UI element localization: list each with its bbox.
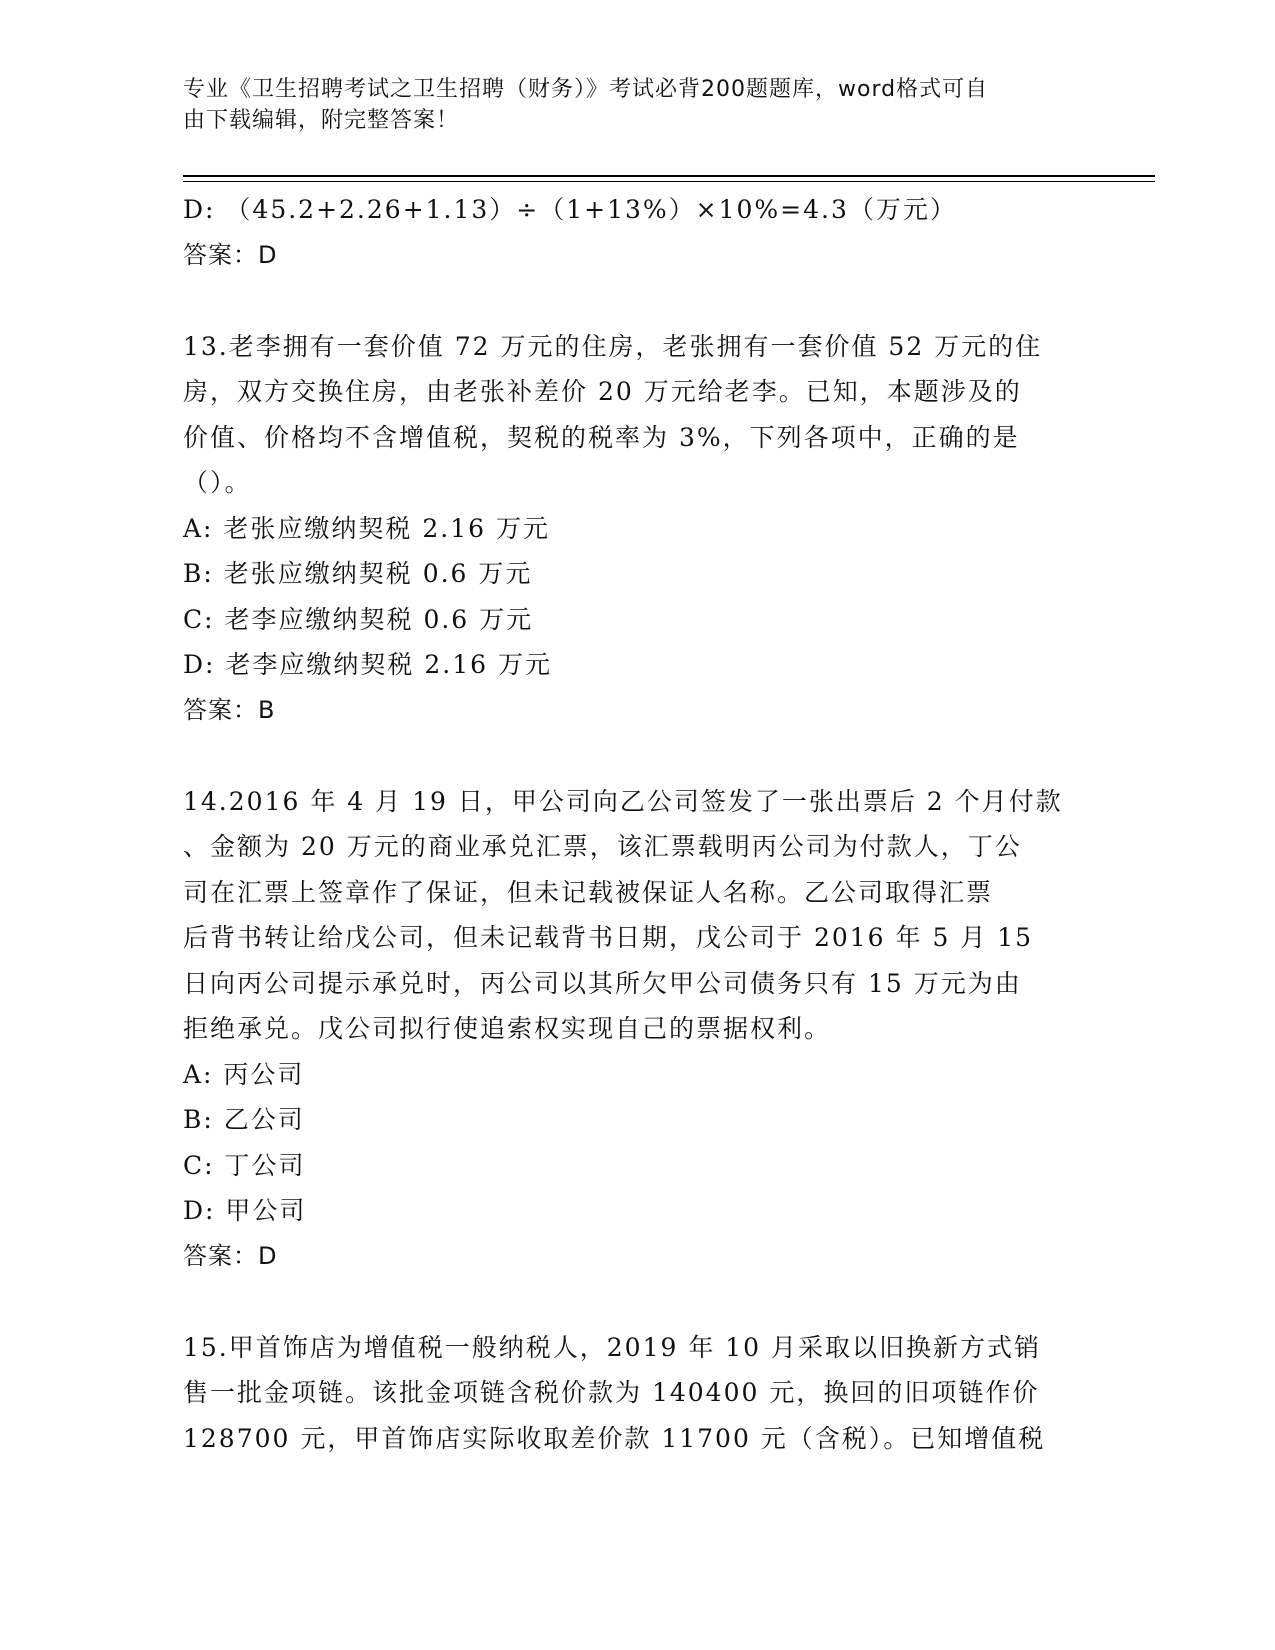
question-text-line: 房，双方交换住房，由老张补差价 20 万元给老李。已知，本题涉及的 [183, 377, 1022, 406]
header-divider-thin [183, 181, 1155, 182]
question-text-line: 价值、价格均不含增值税，契税的税率为 3%，下列各项中，正确的是 [183, 422, 1020, 452]
question-text-line: 拒绝承兑。戊公司拟行使追索权实现自己的票据权利。 [183, 1014, 832, 1043]
option-c: C: 丁公司 [183, 1150, 306, 1180]
answer: 答案：D [183, 240, 278, 269]
option-a: A: 老张应缴纳契税 2.16 万元 [183, 513, 550, 543]
question-text-line: 日向丙公司提示承兑时，丙公司以其所欠甲公司债务只有 15 万元为由 [183, 968, 1022, 998]
question-text-line: 15.甲首饰店为增值税一般纳税人，2019 年 10 月采取以旧换新方式销 [183, 1332, 1042, 1362]
question-text-line: 售一批金项链。该批金项链含税价款为 140400 元，换回的旧项链作价 [183, 1378, 1040, 1407]
option-d: D: 老李应缴纳契税 2.16 万元 [183, 650, 552, 679]
option-d: D: 甲公司 [183, 1196, 307, 1225]
question-text-line: 后背书转让给戊公司，但未记载背书日期，戊公司于 2016 年 5 月 15 [183, 923, 1034, 952]
header-line: 专业《卫生招聘考试之卫生招聘（财务）》考试必背200题题库，word格式可自 [183, 77, 989, 102]
document-body [183, 187, 1073, 1461]
question-15 [183, 1325, 1073, 1462]
question-text-line: 128700 元，甲首饰店实际收取差价款 11700 元（含税）。已知增值税 [183, 1423, 1046, 1453]
question-13 [183, 324, 1073, 734]
prev-question [183, 187, 1073, 278]
question-14 [183, 779, 1073, 1280]
question-text-line: 、金额为 20 万元的商业承兑汇票，该汇票载明丙公司为付款人，丁公 [183, 832, 1022, 861]
question-text-line: 14.2016 年 4 月 19 日，甲公司向乙公司签发了一张出票后 2 个月付款 [183, 786, 1063, 816]
question-text-line: 13.老李拥有一套价值 72 万元的住房，老张拥有一套价值 52 万元的住 [183, 331, 1043, 361]
document-header [183, 74, 1063, 136]
option-b: B: 乙公司 [183, 1105, 305, 1134]
option-d: D: （45.2+2.26+1.13）÷（1+13%）×10%=4.3（万元） [183, 195, 957, 224]
option-b: B: 老张应缴纳契税 0.6 万元 [183, 559, 533, 588]
answer: 答案：B [183, 695, 276, 724]
answer: 答案：D [183, 1241, 278, 1270]
option-c: C: 老李应缴纳契税 0.6 万元 [183, 604, 534, 634]
question-text-line: 司在汇票上签章作了保证，但未记载被保证人名称。乙公司取得汇票 [183, 877, 994, 907]
question-text-line: （）。 [183, 468, 252, 497]
header-divider-thick [183, 175, 1155, 177]
option-a: A: 丙公司 [183, 1059, 305, 1089]
header-line: 由下载编辑，附完整答案！ [183, 108, 460, 133]
